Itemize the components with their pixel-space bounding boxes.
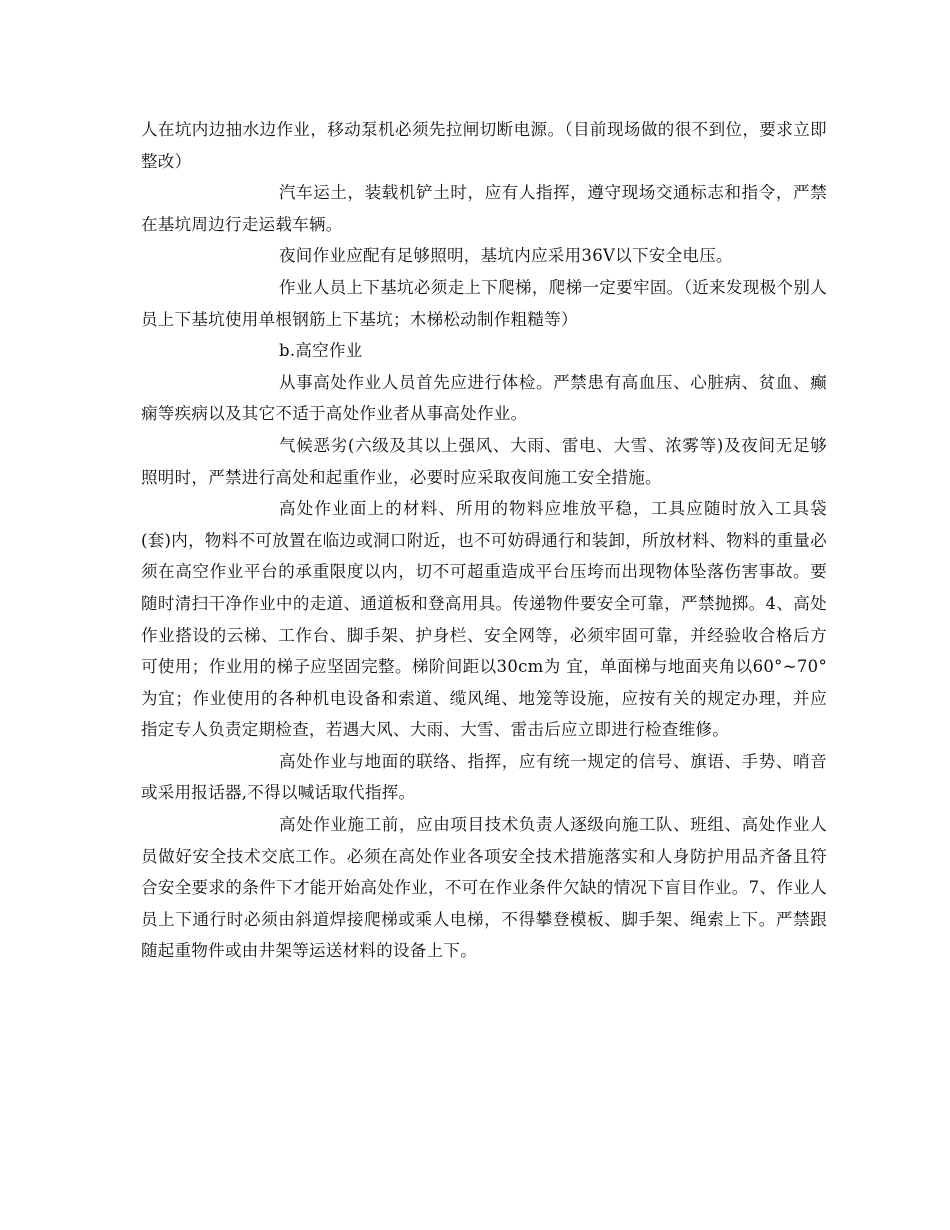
paragraph-bad-weather: 气候恶劣(六级及其以上强风、大雨、雷电、大雪、浓雾等)及夜间无足够照明时，严禁进行高处和起重作业，必要时应采取夜间施工安全措施。 bbox=[141, 435, 827, 487]
paragraph-communication: 高处作业与地面的联络、指挥，应有统一规定的信号、旗语、手势、哨音或采用报话器,不得以喊话取代指挥。 bbox=[141, 751, 827, 803]
section-heading-high-altitude: b.高空作业 bbox=[279, 341, 363, 361]
paragraph-safety-briefing: 高处作业施工前，应由项目技术负责人逐级向施工队、班组、高处作业人员做好安全技术交底工作。必须在高处作业各项安全技术措施落实和人身防护用品齐备且符合安全要求的条件下才能开始高处作业，不可在作业条件欠缺的情况下盲目作业。7、作业人员上下通行时必须由斜道焊接爬梯或乘人电梯，不得攀登模板、脚手架、绳索上下。严禁跟随起重物件或由井架等运送材料的设备上下。 bbox=[141, 815, 827, 961]
paragraph-night-lighting: 夜间作业应配有足够照明，基坑内应采用36V以下安全电压。 bbox=[279, 246, 733, 266]
paragraph-materials-tools: 高处作业面上的材料、所用的物料应堆放平稳，工具应随时放入工具袋(套)内，物料不可放置在临边或洞口附近，也不可妨碍通行和装卸，所放材料、物料的重量必须在高空作业平台的承重限度以内，切不可超重造成平台压垮而出现物体坠落伤害事故。要随时清扫干净作业中的走道、通道板和登高用具。传递物件要安全可靠，严禁抛掷。4、高处作业搭设的云梯、工作台、脚手架、护身栏、安全网等，必须牢固可靠，并经验收合格后方可使用；作业用的梯子应坚固完整。梯阶间距以30cm为 宜，单面梯与地面夹角以60°~70°为宜；作业使用的各种机电设备和索道、缆风绳、地笼等设施，应按有关的规定办理，并应指定专人负责定期检查，若遇大风、大雨、大雪、雷击后应立即进行检查维修。 bbox=[141, 499, 827, 740]
paragraph-health-check: 从事高处作业人员首先应进行体检。严禁患有高血压、心脏病、贫血、癫痫等疾病以及其它不适于高处作业者从事高处作业。 bbox=[141, 372, 827, 424]
paragraph-ladder-access: 作业人员上下基坑必须走上下爬梯，爬梯一定要牢固。（近来发现极个别人员上下基坑使用单根钢筋上下基坑；木梯松动制作粗糙等） bbox=[141, 277, 827, 329]
paragraph-pump-safety: 人在坑内边抽水边作业，移动泵机必须先拉闸切断电源。（目前现场做的很不到位，要求立即整改） bbox=[141, 120, 827, 171]
paragraph-truck-transport: 汽车运土，装载机铲土时，应有人指挥，遵守现场交通标志和指令，严禁在基坑周边行走运载车辆。 bbox=[141, 183, 827, 234]
document-page bbox=[141, 114, 827, 967]
